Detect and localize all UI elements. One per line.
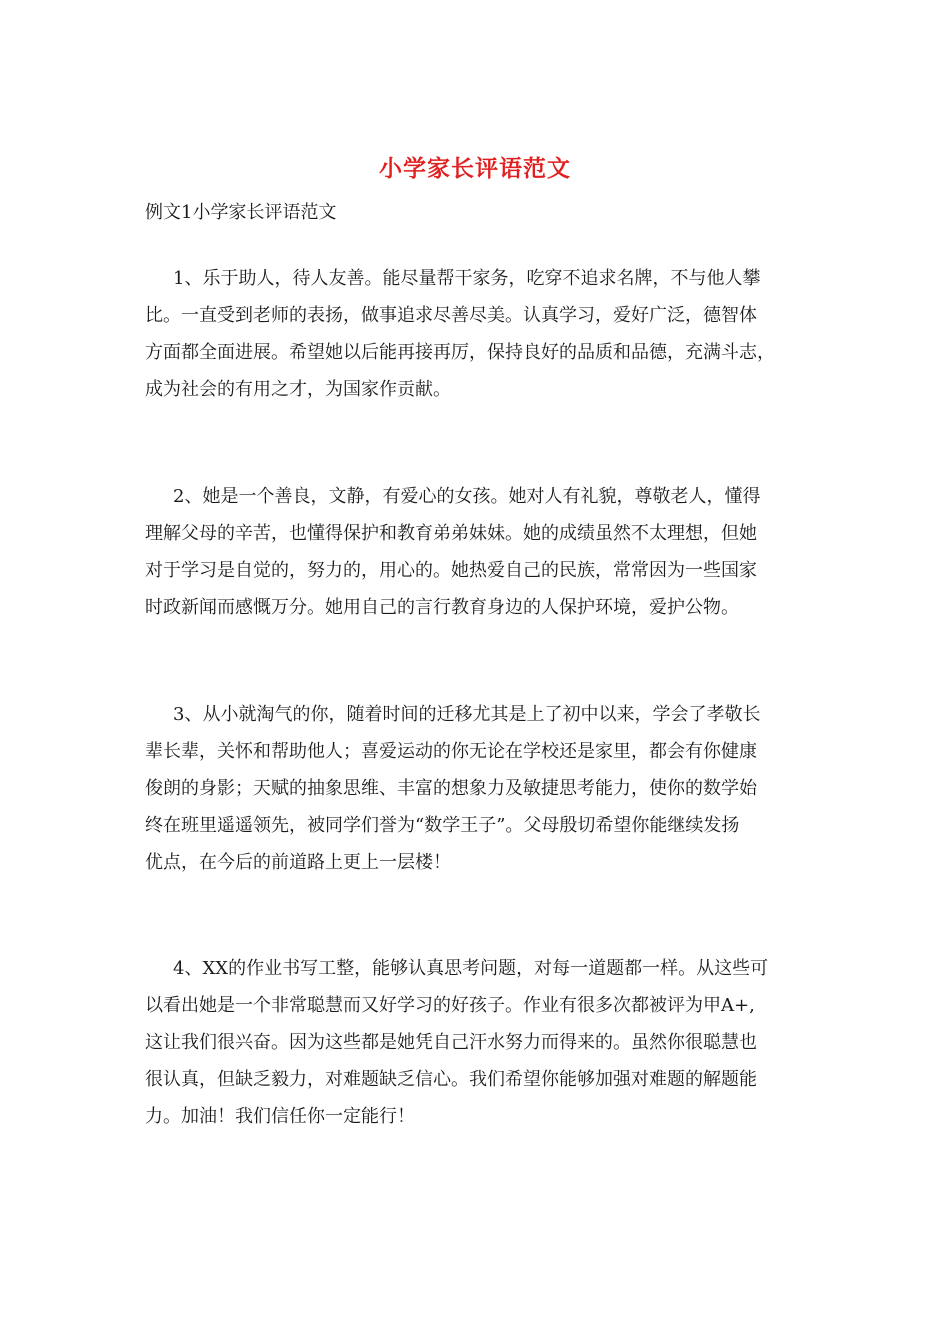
paragraph-line: 比。一直受到老师的表扬，做事追求尽善尽美。认真学习，爱好广泛，德智体 [145,305,757,326]
paragraph-line: 4、XX的作业书写工整，能够认真思考问题，对每一道题都一样。从这些可 [173,958,769,979]
paragraph-line: 力。加油！我们信任你一定能行！ [145,1106,415,1127]
paragraph-1 [145,260,810,408]
paragraph-4 [145,950,810,1135]
paragraph-line: 俊朗的身影；天赋的抽象思维、丰富的想象力及敏捷思考能力，使你的数学始 [145,778,757,799]
document-subtitle: 例文1小学家长评语范文 [145,202,337,223]
paragraph-line: 这让我们很兴奋。因为这些都是她凭自己汗水努力而得来的。虽然你很聪慧也 [145,1032,757,1053]
paragraph-line: 很认真，但缺乏毅力，对难题缺乏信心。我们希望你能够加强对难题的解题能 [145,1069,757,1090]
paragraph-line: 对于学习是自觉的，努力的，用心的。她热爱自己的民族，常常因为一些国家 [145,560,757,581]
paragraph-line: 2、她是一个善良，文静，有爱心的女孩。她对人有礼貌，尊敬老人，懂得 [173,486,761,507]
paragraph-line: 1、乐于助人，待人友善。能尽量帮干家务，吃穿不追求名牌，不与他人攀 [173,268,761,289]
paragraph-line: 时政新闻而感慨万分。她用自己的言行教育身边的人保护环境，爱护公物。 [145,597,739,618]
paragraph-line: 以看出她是一个非常聪慧而又好学习的好孩子。作业有很多次都被评为甲A+, [145,995,755,1016]
paragraph-line: 成为社会的有用之才，为国家作贡献。 [145,379,451,400]
paragraph-line: 理解父母的辛苦，也懂得保护和教育弟弟妹妹。她的成绩虽然不太理想，但她 [145,523,757,544]
paragraph-line: 终在班里遥遥领先，被同学们誉为“数学王子”。父母殷切希望你能继续发扬 [145,815,740,836]
paragraph-3 [145,696,810,881]
paragraph-2 [145,478,810,626]
paragraph-line: 辈长辈，关怀和帮助他人；喜爱运动的你无论在学校还是家里，都会有你健康 [145,741,757,762]
paragraph-line: 3、从小就淘气的你，随着时间的迁移尤其是上了初中以来，学会了孝敬长 [173,704,761,725]
paragraph-line: 方面都全面进展。希望她以后能再接再厉，保持良好的品质和品德，充满斗志， [145,342,775,363]
paragraph-line: 优点，在今后的前道路上更上一层楼！ [145,852,451,873]
document-title: 小学家长评语范文 [379,155,571,182]
